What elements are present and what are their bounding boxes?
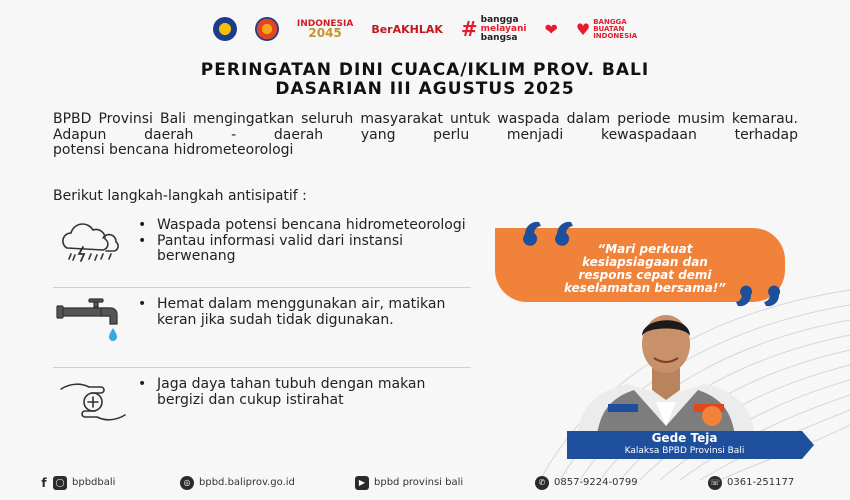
- heart-logo: [544, 20, 557, 39]
- tip-weather: [53, 218, 471, 268]
- youtube-icon: ▶: [355, 476, 369, 490]
- bangga-melayani-bangsa-logo: # bangga melayani bangsa: [460, 14, 527, 43]
- water-tap-icon: [53, 297, 133, 347]
- website-link[interactable]: ◎ bpbd.baliprov.go.id: [180, 476, 295, 490]
- phone-icon: ☏: [708, 476, 722, 490]
- name-plate-tip: [802, 431, 814, 459]
- whatsapp-contact[interactable]: ✆ 0857-9224-0799: [535, 476, 638, 490]
- intro-paragraph: BPBD Provinsi Bali mengingatkan seluruh masyarakat untuk waspada dalam periode musim kemarau. Adapun daerah - daerah yang perlu menjadi kewaspadaan terhadap potensi bencana hidrometeorologi: [53, 111, 798, 158]
- indonesia-2045-logo: INDONESIA 2045: [296, 19, 354, 40]
- instagram-icon: ◯: [53, 476, 67, 490]
- bali-province-logo: [213, 17, 237, 41]
- tip-health-list: [133, 377, 471, 408]
- quote-text: “Mari perkuat kesiapsiagaan dan respons cepat demi keselamatan bersama!”: [563, 242, 727, 295]
- person-name: Gede Teja: [651, 431, 718, 445]
- globe-icon: ◎: [180, 476, 194, 490]
- person-role: Kalaksa BPBD Provinsi Bali: [624, 446, 745, 456]
- official-portrait: [566, 306, 766, 446]
- logo-bar: [0, 14, 850, 44]
- tip-water: [53, 297, 471, 347]
- heart-icon: ❤: [544, 19, 558, 39]
- berakhlak-logo: BerAKHLAK: [371, 22, 443, 36]
- storm-cloud-icon: [53, 218, 133, 268]
- facebook-icon: f: [41, 476, 47, 490]
- list-item: • Jaga daya tahan tubuh dengan makan bergizi dan cukup istirahat: [133, 377, 471, 408]
- divider: [53, 287, 471, 288]
- bali-emblem-icon: [213, 17, 237, 41]
- tip-water-list: [133, 297, 471, 328]
- list-item: • Hemat dalam menggunakan air, matikan keran jika sudah tidak digunakan.: [133, 297, 471, 328]
- list-item: • Pantau informasi valid dari instansi berwenang: [133, 234, 471, 265]
- tip-health: [53, 377, 471, 427]
- bnpb-logo: [255, 17, 279, 41]
- hash-icon: #: [460, 16, 478, 41]
- whatsapp-icon: ✆: [535, 476, 549, 490]
- bnpb-emblem-icon: [255, 17, 279, 41]
- tip-weather-list: [133, 218, 471, 265]
- bangga-buatan-indonesia-logo: ♥ BANGGA BUATAN INDONESIA: [575, 17, 638, 40]
- divider: [53, 367, 471, 368]
- health-hands-icon: [53, 377, 133, 427]
- heart-outline-icon: ♥: [575, 19, 591, 39]
- lead-text: Berikut langkah-langkah antisipatif :: [53, 188, 307, 204]
- youtube-link[interactable]: ▶ bpbd provinsi bali: [355, 476, 463, 490]
- social-contact[interactable]: f ◯ bpbdbali: [41, 476, 116, 490]
- page-title: PERINGATAN DINI CUACA/IKLIM PROV. BALI DASARIAN III AGUSTUS 2025: [200, 60, 650, 99]
- phone-contact[interactable]: ☏ 0361-251177: [709, 477, 795, 488]
- list-item: • Waspada potensi bencana hidrometeorologi: [133, 218, 471, 234]
- footer-contacts: [0, 476, 850, 494]
